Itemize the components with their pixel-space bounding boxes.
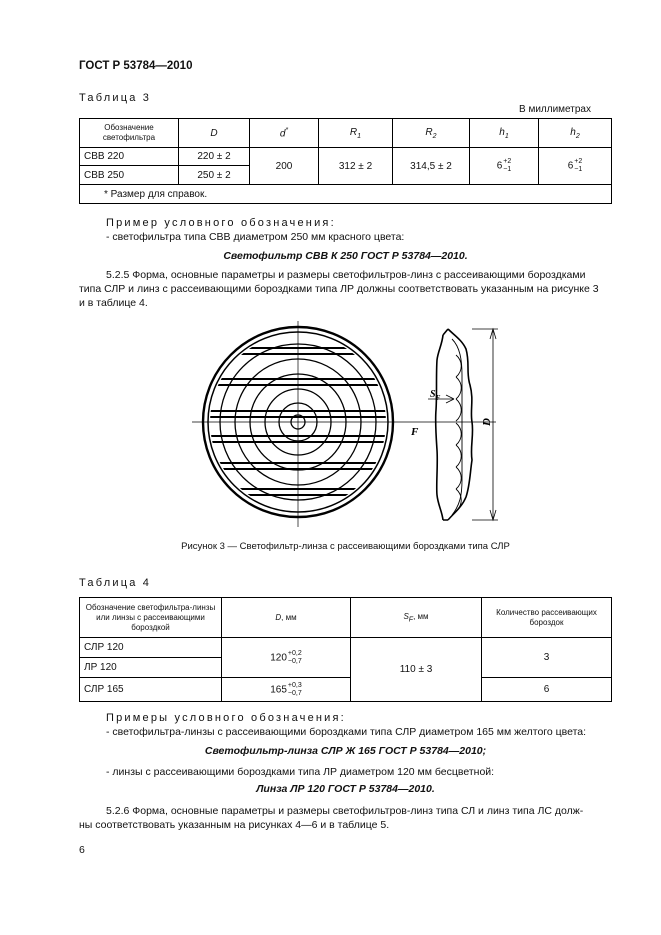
lens-side-profile — [436, 329, 473, 520]
table-row — [80, 638, 612, 658]
t3-R1-value: 312 ± 2 — [319, 148, 393, 185]
th-h1 — [470, 119, 539, 148]
th-R2-sub: 2 — [432, 132, 437, 140]
example1-line: - светофильтра типа СВВ диаметром 250 мм красного цвета: — [106, 231, 405, 243]
sf-label: $S_F$ — [430, 389, 441, 402]
th-d-mark: * — [285, 126, 289, 134]
t3-h1-value — [470, 148, 539, 185]
t3-h2-upper: +2 — [574, 158, 583, 165]
t3-R2-value: 314,5 ± 2 — [393, 148, 470, 185]
t3-h1-lower: −1 — [503, 166, 512, 173]
t4-th-D-unit: , мм — [281, 613, 297, 622]
figure3-caption: Рисунок 3 — Светофильтр-линза с рассеивающими бороздками типа СЛР — [181, 541, 510, 552]
th-R1 — [319, 119, 393, 148]
t4-D120-lower: −0,7 — [287, 657, 302, 665]
t4-th-D-label: D — [275, 613, 282, 622]
figure3-drawing — [180, 315, 520, 540]
f-label: F — [411, 426, 419, 438]
table-row — [80, 148, 612, 166]
para525-line1: 5.2.5 Форма, основные параметры и размеры светофильтров-линз с рассеивающими бороздками — [106, 269, 586, 281]
th-R1-label: R — [349, 126, 358, 138]
t3-row1-name: СВВ 220 — [80, 148, 179, 166]
t4-D165-upper: +0,3 — [287, 681, 302, 689]
th-h1-label: h — [499, 126, 505, 138]
t4-D120-base: 120 — [270, 652, 287, 664]
t4-th-grooves: Количество рассеивающих бороздок — [482, 598, 612, 638]
t3-h1-base: 6 — [496, 160, 503, 172]
th-R2-label: R — [425, 126, 433, 138]
th-h2-label: h — [570, 126, 576, 138]
table3 — [79, 118, 612, 204]
th-R1-sub: 1 — [357, 132, 362, 140]
table3-caption: Таблица 3 — [79, 92, 152, 104]
example2-designation1: Светофильтр-линза СЛР Ж 165 ГОСТ Р 53784—2010; — [204, 745, 487, 757]
example1-heading: Пример условного обозначения: — [106, 217, 336, 229]
table4-caption: Таблица 4 — [79, 577, 152, 589]
para525-line2: типа СЛР и линз с рассеивающими бороздками типа ЛР должны соответствовать указанным на рисунке 3 — [79, 283, 599, 295]
t4-grooves-165: 6 — [482, 678, 612, 702]
para525-line3: и в таблице 4. — [79, 297, 148, 309]
table-row — [80, 678, 612, 702]
t4-SF-value: 110 ± 3 — [351, 638, 482, 702]
t3-h2-value — [539, 148, 612, 185]
scattering-grooves — [200, 348, 400, 495]
para526-line1: 5.2.6 Форма, основные параметры и размеры светофильтров-линз типа СЛ и линз типа ЛС долж- — [106, 805, 584, 817]
t4-row2-name: ЛР 120 — [80, 658, 222, 678]
t4-row3-name: СЛР 165 — [80, 678, 222, 702]
t3-footnote: * Размер для справок. — [80, 185, 612, 204]
d-label: D — [481, 418, 493, 426]
t3-h2-base: 6 — [567, 160, 574, 172]
table4 — [79, 597, 612, 702]
th-h1-sub: 1 — [504, 132, 509, 140]
t4-th-SF-unit: , мм — [413, 611, 429, 621]
t3-row2-name: СВВ 250 — [80, 166, 179, 185]
t3-h1-upper: +2 — [503, 158, 512, 165]
example2-heading: Примеры условного обозначения: — [106, 712, 346, 724]
t4-th-SF — [351, 598, 482, 638]
t3-row2-D: 250 ± 2 — [179, 166, 250, 185]
t4-D165 — [222, 678, 351, 702]
t4-th-D — [222, 598, 351, 638]
th-D: D — [179, 119, 250, 148]
t4-th-SF-label: S — [403, 611, 409, 621]
t4-D120 — [222, 638, 351, 678]
th-d — [250, 119, 319, 148]
example2-line1: - светофильтра-линзы с рассеивающими бороздками типа СЛР диаметром 165 мм желтого цвета: — [106, 726, 587, 738]
t3-row1-D: 220 ± 2 — [179, 148, 250, 166]
example1-designation: Светофильтр СВВ К 250 ГОСТ Р 53784—2010. — [223, 250, 468, 262]
th-h2-sub: 2 — [575, 132, 580, 140]
example2-line2: - линзы с рассеивающими бороздками типа ЛР диаметром 120 мм бесцветной: — [106, 766, 495, 778]
th-h2 — [539, 119, 612, 148]
para526-line2: ны соответствовать указанным на рисунках 4—6 и в таблице 5. — [79, 819, 390, 831]
t4-row1-name: СЛР 120 — [80, 638, 222, 658]
th-designation: Обозначение светофильтра — [80, 119, 179, 148]
t3-h2-lower: −1 — [574, 166, 583, 173]
page-number: 6 — [79, 844, 85, 856]
th-R2 — [393, 119, 470, 148]
t4-th-designation: Обозначение светофильтра-линзы или линзы с рассеивающими бороздкой — [80, 598, 222, 638]
t4-grooves-120: 3 — [482, 638, 612, 678]
t4-D165-lower: −0,7 — [287, 689, 302, 697]
t4-th-SF-sub: F — [408, 616, 414, 624]
t4-D120-upper: +0,2 — [287, 649, 302, 657]
example2-designation2: Линза ЛР 120 ГОСТ Р 53784—2010. — [256, 783, 435, 795]
th-d-label: d — [279, 128, 286, 140]
t3-d-value: 200 — [250, 148, 319, 185]
document-header: ГОСТ Р 53784—2010 — [79, 60, 193, 72]
table3-units: В миллиметрах — [519, 104, 591, 115]
t4-D165-base: 165 — [270, 684, 287, 696]
